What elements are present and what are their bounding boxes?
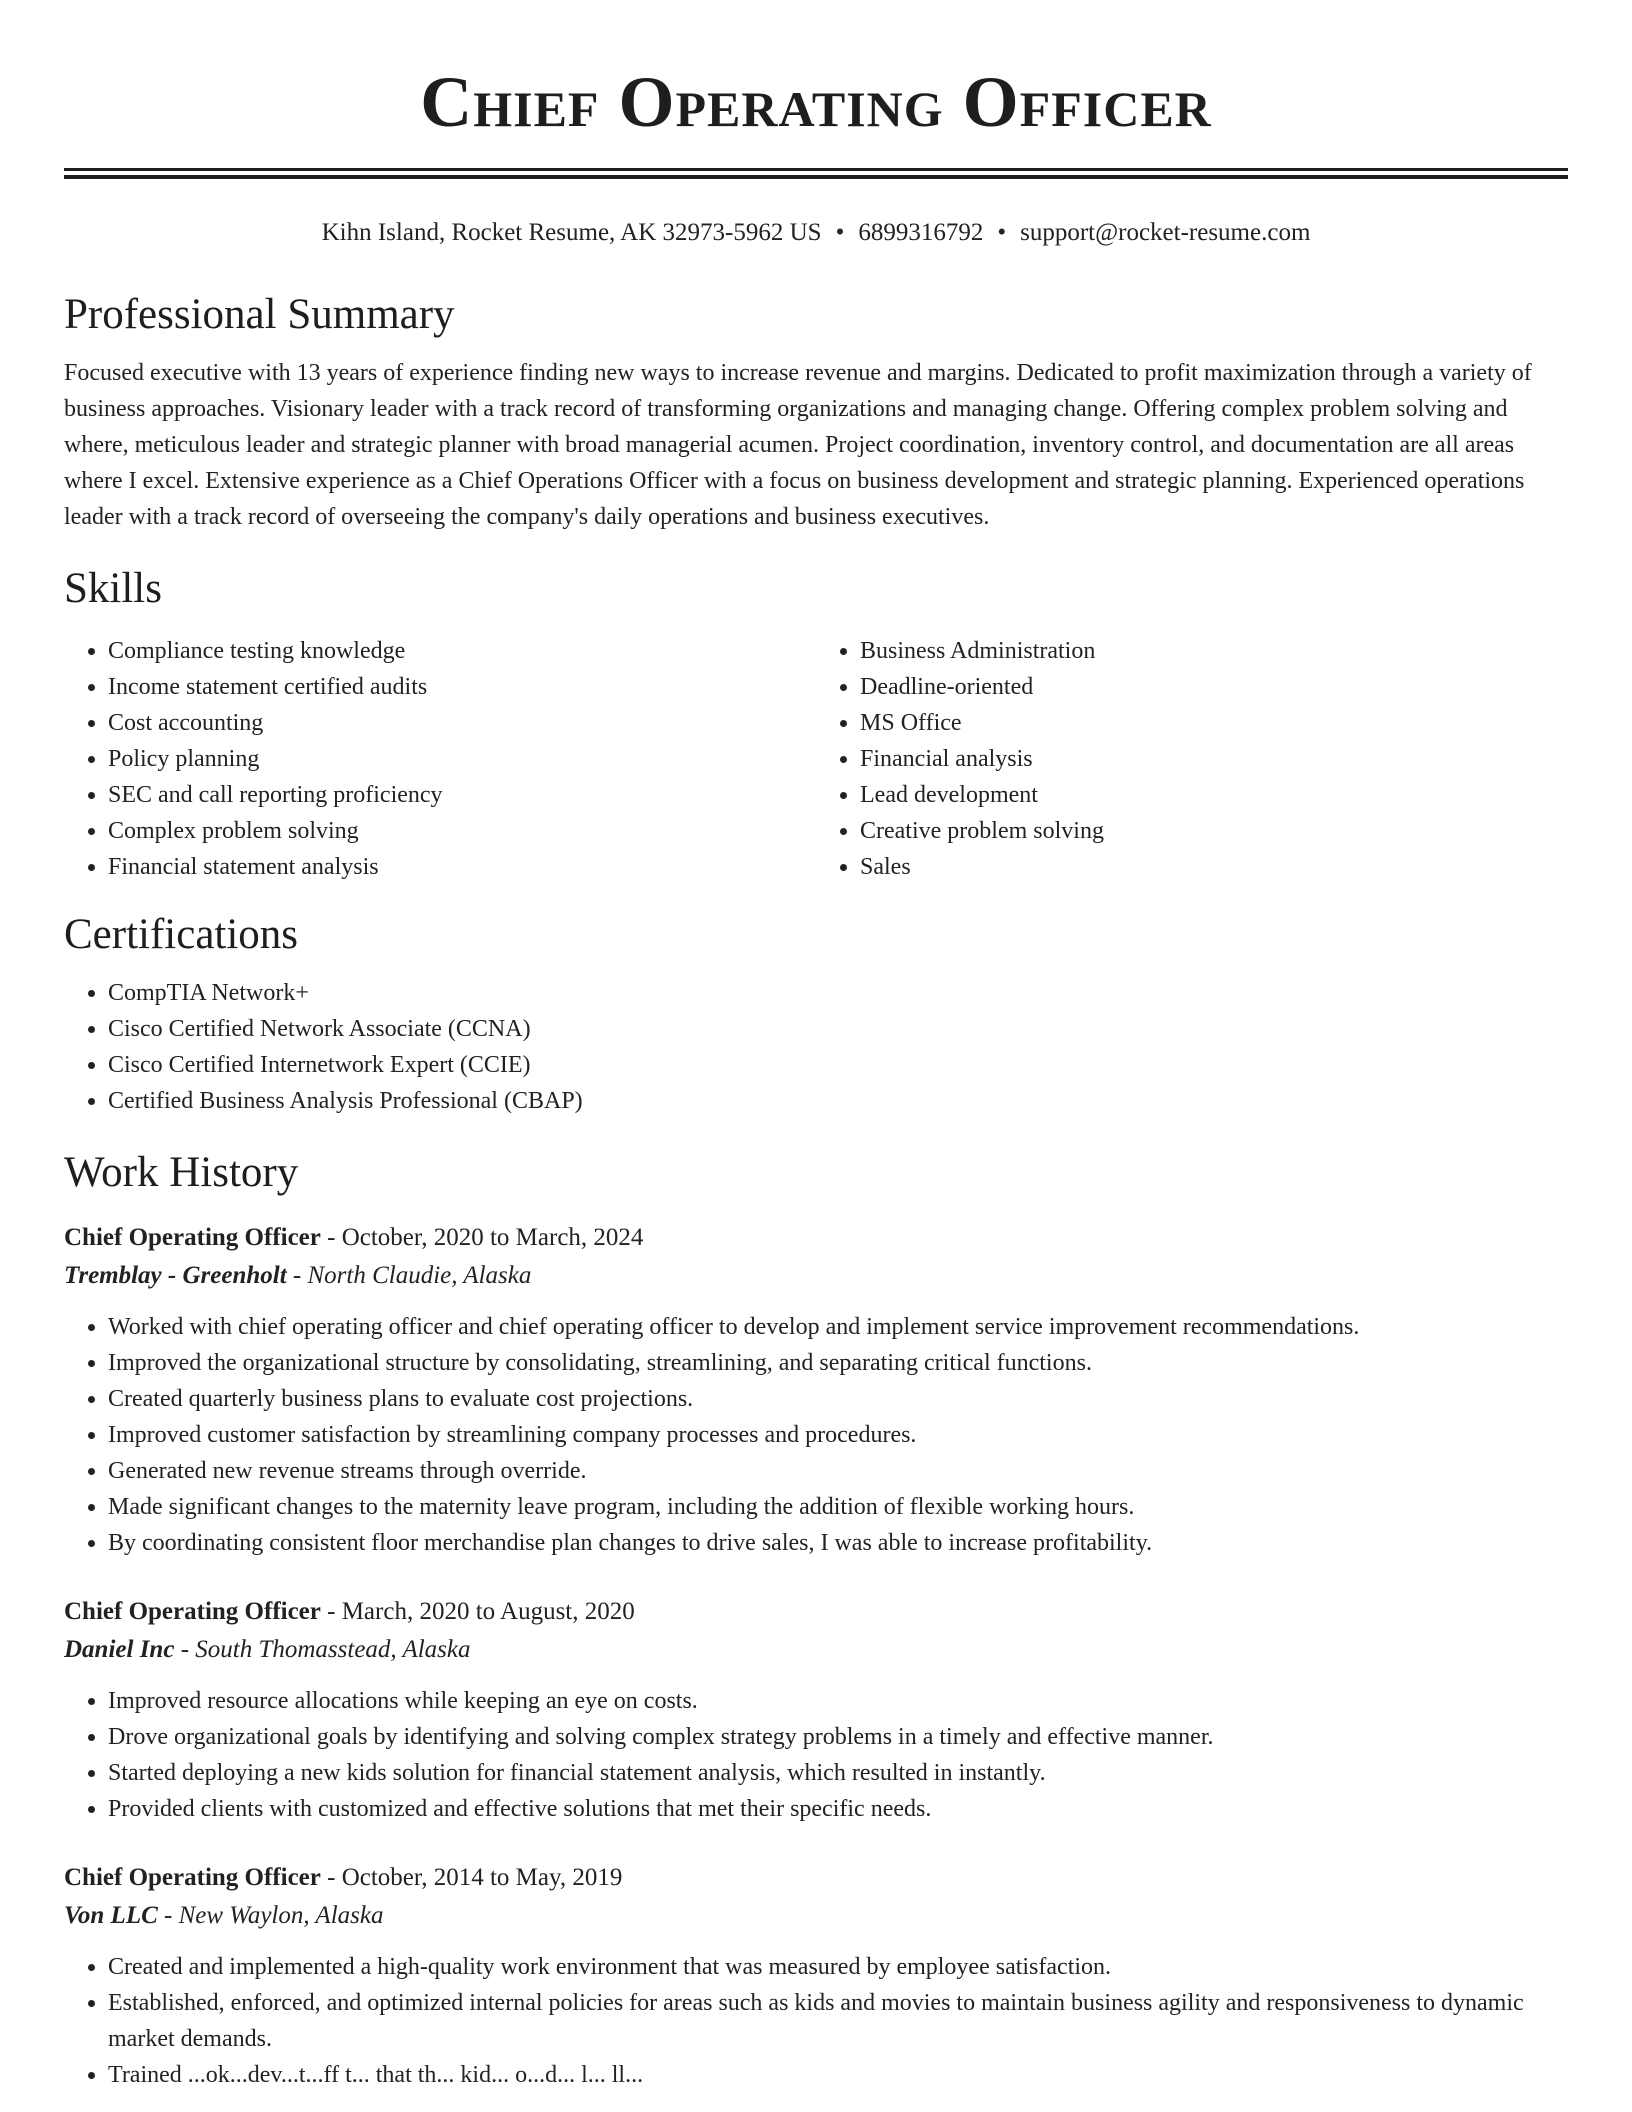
- job-bullet: • Started deploying a new kids solution for financial statement analysis, which resulted in instantly.: [108, 1755, 1568, 1791]
- job-bullet: • Created quarterly business plans to evaluate cost projections.: [108, 1381, 1568, 1417]
- contact-address: Kihn Island, Rocket Resume, AK 32973-5962 US: [321, 219, 822, 246]
- job-bullet-list: [64, 1683, 1568, 1827]
- job-title-line: [64, 1593, 1568, 1631]
- resume-page: [64, 0, 1568, 2093]
- job-company-line: [64, 1631, 1568, 1669]
- job-bullet: • Trained ...ok...dev...t...ff t... that th... kid... o...d... l... ll...: [108, 2057, 1568, 2093]
- job-company: Von LLC: [64, 1902, 158, 1929]
- job-bullet-list: [64, 1949, 1568, 2093]
- job-title: Chief Operating Officer: [64, 1598, 321, 1625]
- certification-item: • Cisco Certified Network Associate (CCNA): [108, 1011, 1568, 1047]
- job-bullet: • By coordinating consistent floor merchandise plan changes to drive sales, I was able to increase profitability.: [108, 1525, 1568, 1561]
- certifications-heading: Certifications: [64, 911, 299, 958]
- job-entry: [64, 1219, 1568, 1561]
- certification-item: • Certified Business Analysis Professional (CBAP): [108, 1083, 1568, 1119]
- job-company-line: [64, 1257, 1568, 1295]
- job-title: Chief Operating Officer: [64, 1224, 321, 1251]
- certifications-list: [64, 975, 1568, 1119]
- job-entry: [64, 1593, 1568, 1827]
- job-bullet: • Provided clients with customized and effective solutions that met their specific needs.: [108, 1791, 1568, 1827]
- skills-list-right: [816, 633, 1568, 885]
- skill-item: • Compliance testing knowledge: [108, 633, 816, 669]
- contact-phone: 6899316792: [858, 219, 984, 246]
- job-title-line: [64, 1859, 1568, 1897]
- job-bullet: • Made significant changes to the maternity leave program, including the addition of flexible working hours.: [108, 1489, 1568, 1525]
- skill-item: • Cost accounting: [108, 705, 816, 741]
- skill-item: • Complex problem solving: [108, 813, 816, 849]
- job-title: Chief Operating Officer: [64, 1864, 321, 1891]
- job-bullet: • Drove organizational goals by identifying and solving complex strategy problems in a timely and effective manner.: [108, 1719, 1568, 1755]
- job-location: - New Waylon, Alaska: [157, 1902, 384, 1929]
- summary-heading: Professional Summary: [64, 291, 455, 338]
- skills-heading: Skills: [64, 565, 162, 612]
- skill-item: • Creative problem solving: [860, 813, 1568, 849]
- contact-email: support@rocket-resume.com: [1020, 219, 1311, 246]
- job-bullet: • Improved the organizational structure by consolidating, streamlining, and separating critical functions.: [108, 1345, 1568, 1381]
- job-location: - North Claudie, Alaska: [286, 1262, 532, 1289]
- contact-separator: •: [997, 219, 1007, 246]
- job-company-line: [64, 1897, 1568, 1935]
- job-bullet: • Established, enforced, and optimized internal policies for areas such as kids and movies to maintain business agility and responsiveness to dynamic market demands.: [108, 1985, 1568, 2057]
- page-title: Chief Operating Officer: [420, 62, 1212, 142]
- skills-columns: [64, 633, 1568, 885]
- job-bullet: • Created and implemented a high-quality work environment that was measured by employee satisfaction.: [108, 1949, 1568, 1985]
- job-dates: - March, 2020 to August, 2020: [320, 1598, 635, 1625]
- skill-item: • Business Administration: [860, 633, 1568, 669]
- summary-text: Focused executive with 13 years of experience finding new ways to increase revenue and margins. Dedicated to profit maximization through a variety of business approaches. Visionary leader with a track record of transforming organizations and managing change. Offering complex problem solving and where, meticulous leader and strategic planner with broad managerial acumen. Project coordination, inventory control, and documentation are all areas where I excel. Extensive experience as a Chief Operations Officer with a focus on business development and strategic planning. Experienced operations leader with a track record of overseeing the company's daily operations and business executives.: [64, 360, 1532, 530]
- skill-item: • Income statement certified audits: [108, 669, 816, 705]
- contact-separator: •: [835, 219, 845, 246]
- title-divider: [64, 168, 1568, 171]
- job-title-line: [64, 1219, 1568, 1257]
- skills-list-left: [64, 633, 816, 885]
- job-location: - South Thomasstead, Alaska: [174, 1636, 471, 1663]
- skill-item: • Financial statement analysis: [108, 849, 816, 885]
- job-bullet: • Improved resource allocations while keeping an eye on costs.: [108, 1683, 1568, 1719]
- job-dates: - October, 2014 to May, 2019: [320, 1864, 623, 1891]
- skill-item: • Lead development: [860, 777, 1568, 813]
- skill-item: • MS Office: [860, 705, 1568, 741]
- job-company: Tremblay - Greenholt: [64, 1262, 287, 1289]
- job-dates: - October, 2020 to March, 2024: [320, 1224, 644, 1251]
- skill-item: • Deadline-oriented: [860, 669, 1568, 705]
- job-bullet: • Generated new revenue streams through override.: [108, 1453, 1568, 1489]
- certification-item: • Cisco Certified Internetwork Expert (CCIE): [108, 1047, 1568, 1083]
- skill-item: • Sales: [860, 849, 1568, 885]
- certification-item: • CompTIA Network+: [108, 975, 1568, 1011]
- skill-item: • Financial analysis: [860, 741, 1568, 777]
- job-entry: [64, 1859, 1568, 2093]
- contact-line: [64, 217, 1568, 249]
- job-company: Daniel Inc: [64, 1636, 175, 1663]
- work-history-heading: Work History: [64, 1149, 299, 1196]
- skill-item: • SEC and call reporting proficiency: [108, 777, 816, 813]
- job-bullet: • Worked with chief operating officer and chief operating officer to develop and implement service improvement recommendations.: [108, 1309, 1568, 1345]
- job-bullet-list: [64, 1309, 1568, 1561]
- skill-item: • Policy planning: [108, 741, 816, 777]
- job-bullet: • Improved customer satisfaction by streamlining company processes and procedures.: [108, 1417, 1568, 1453]
